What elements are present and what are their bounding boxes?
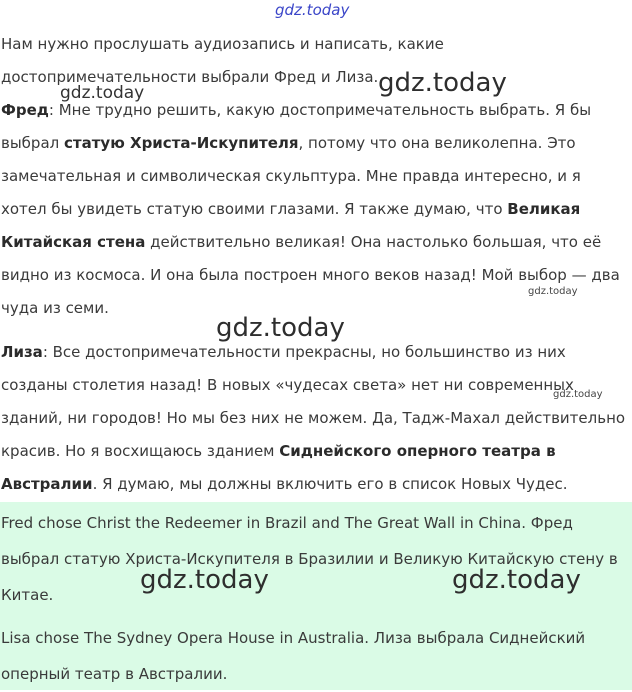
watermark: gdz.today	[553, 389, 603, 400]
answer-fred-text: Fred chose Christ the Redeemer in Brazil and The Great Wall in China. Фред выбрал статую Христа-Искупителя в Бразилии и Великую Китайскую стену в Китае.	[1, 514, 618, 604]
answer-fred	[1, 505, 629, 613]
watermark: gdz.today	[216, 313, 345, 343]
watermark: gdz.today	[60, 83, 145, 103]
watermark: gdz.today	[140, 565, 269, 595]
watermark: gdz.today	[528, 286, 578, 297]
watermark: gdz.today	[452, 565, 581, 595]
liza-paragraph	[1, 336, 629, 501]
watermark: gdz.today	[378, 68, 507, 98]
fred-bold-1: статую Христа-Искупителя	[64, 134, 299, 152]
fred-text-1: : Мне трудно решить, какую достопримечательность выбрать. Я бы выбрал	[1, 101, 592, 152]
liza-text-2: . Я думаю, мы должны включить его в список Новых Чудес.	[92, 475, 568, 493]
liza-bold-1: Сиднейского оперного театра в Австралии	[1, 442, 556, 493]
answer-lisa	[1, 620, 629, 692]
fred-text-3: действительно великая! Она настолько большая, что её видно из космоса. И она была построен много веков назад! Мой выбор — два чуда из семи.	[1, 233, 620, 317]
liza-text-1: : Все достопримечательности прекрасны, но большинство из них созданы столетия назад! В новых «чудесах света» нет ни современных зданий, ни городов! Но мы без них не можем. Да, Тадж-Махал действительно красив. Но я восхищаюсь зданием	[1, 343, 626, 460]
fred-speaker: Фред	[1, 101, 49, 119]
fred-text-2: , потому что она великолепна. Это замечательная и символическая скульптура. Мне правда интересно, и я хотел бы увидеть статую своими глазами. Я также думаю, что	[1, 134, 581, 218]
liza-speaker: Лиза	[1, 343, 43, 361]
intro-text: Нам нужно прослушать аудиозапись и написать, какие достопримечательности выбрали Фред и Лиза.	[1, 35, 444, 86]
watermark-top: gdz.today	[275, 1, 350, 19]
fred-bold-2: Великая Китайская стена	[1, 200, 581, 251]
answer-lisa-text: Lisa chose The Sydney Opera House in Australia. Лиза выбрала Сиднейский оперный театр в Австралии.	[1, 629, 586, 683]
